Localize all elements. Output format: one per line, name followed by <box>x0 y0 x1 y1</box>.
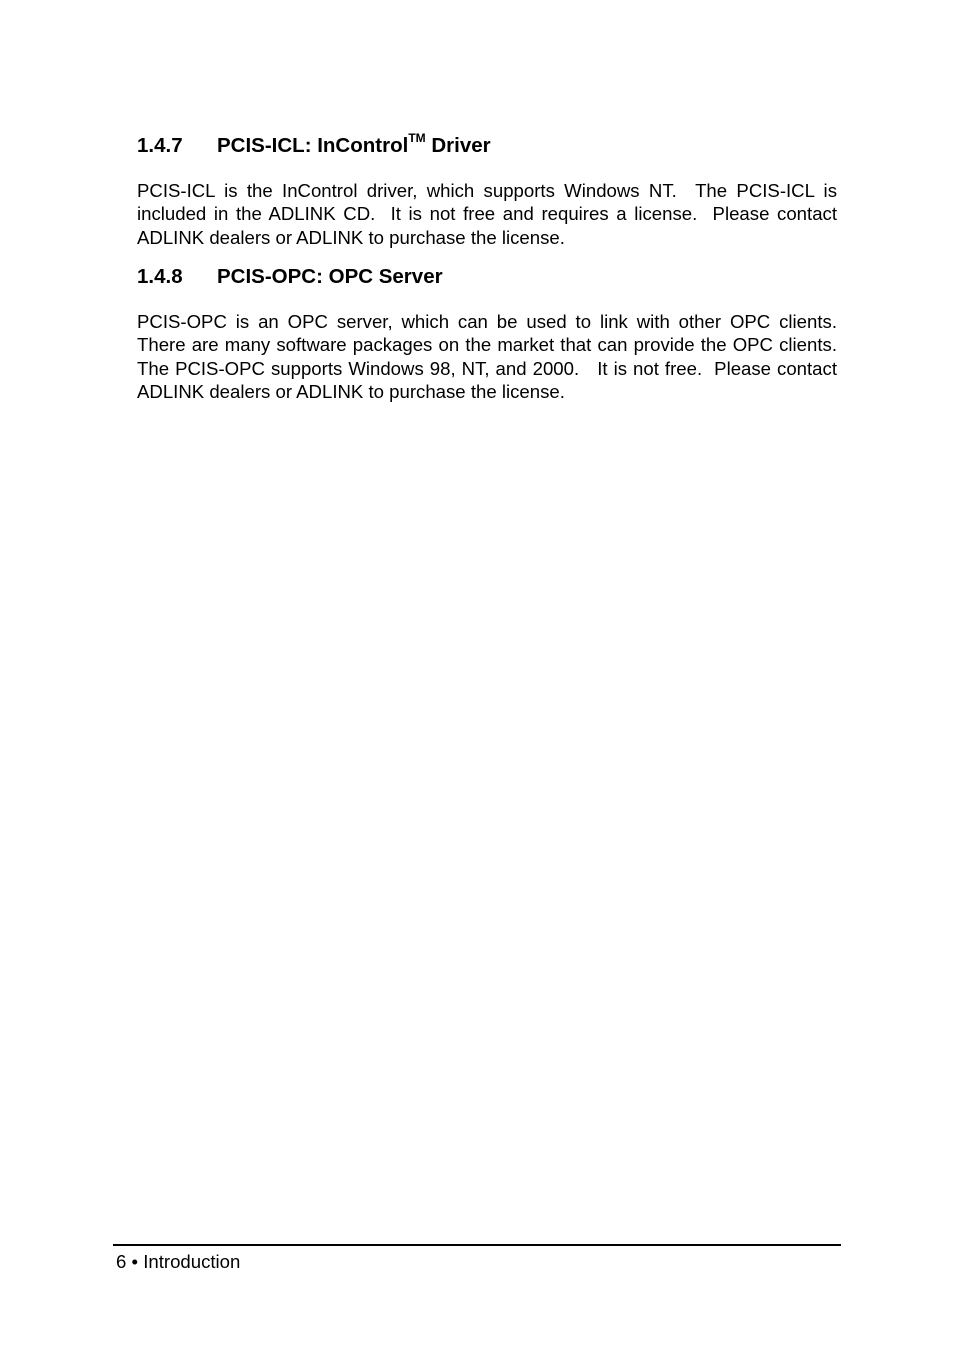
section-title: PCIS-ICL: InControl <box>217 133 409 157</box>
section-1-4-7 <box>137 128 843 249</box>
section-1-4-8 <box>137 265 842 404</box>
page-number: 6 <box>116 1251 127 1272</box>
trademark-superscript: TM <box>408 131 426 145</box>
section-number: 1.4.8 <box>137 265 183 288</box>
section-number: 1.4.7 <box>137 133 183 157</box>
section-body: PCIS-ICL is the InControl driver, which supports Windows NT. The PCIS-ICL is included in the ADLINK CD. It is not free and requires a license. Please contact ADLINK dealers or ADLINK to purchase the license. <box>137 179 843 248</box>
footer-separator: • <box>131 1251 139 1272</box>
page-footer <box>116 1250 240 1274</box>
footer-chapter: Introduction <box>143 1251 241 1272</box>
section-body: PCIS-OPC is an OPC server, which can be used to link with other OPC clients. There are many software packages on the market that can provide the OPC clients. The PCIS-OPC supports Windows 98, NT, and 2000. It is not free. Please contact ADLINK dealers or ADLINK to purchase the license. <box>137 311 842 403</box>
section-title-suffix: Driver <box>425 133 491 157</box>
footer-rule <box>113 1244 841 1246</box>
section-heading <box>137 265 837 289</box>
section-heading <box>137 128 837 158</box>
section-title: PCIS-OPC: OPC Server <box>217 265 443 288</box>
